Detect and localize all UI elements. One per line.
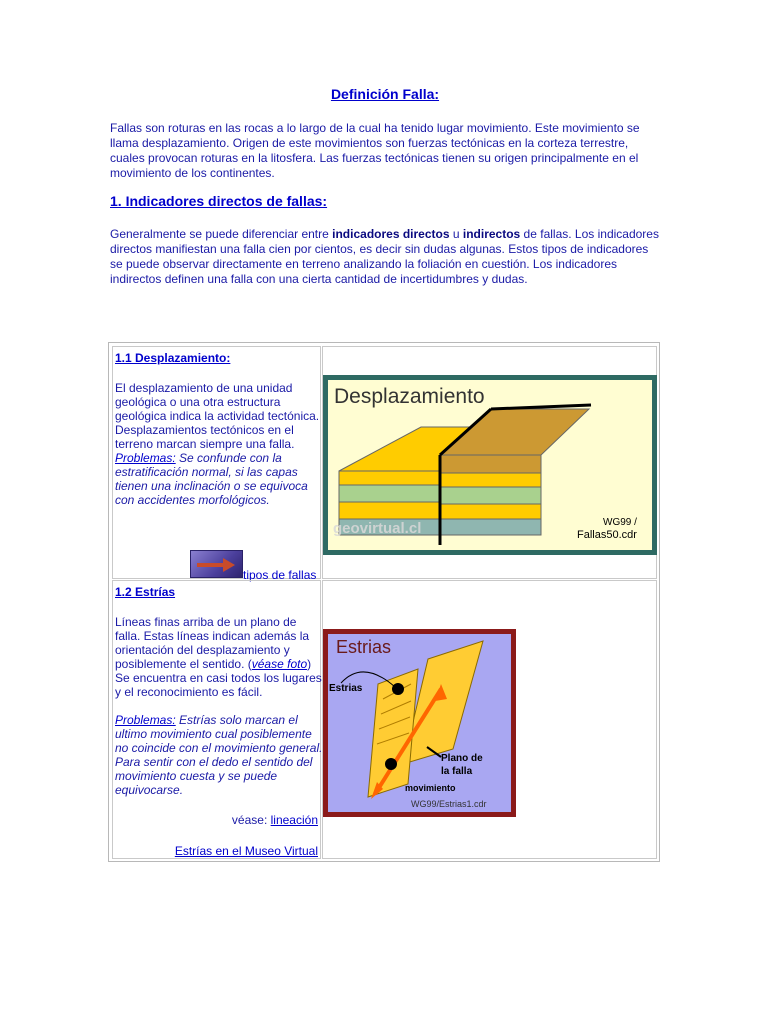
- lineacion-link[interactable]: lineación: [270, 813, 318, 827]
- vease-line: [232, 813, 318, 827]
- label-plano-1: Plano de: [441, 753, 483, 764]
- credit-line1: WG99 /: [603, 517, 637, 528]
- estrias-figure: [323, 629, 516, 817]
- problemas-label: Problemas:: [115, 451, 176, 465]
- estrias-body2: ) Se encuentra en casi todos los lugares y el reconocimiento es fácil.: [115, 657, 322, 699]
- page-title: Definición Falla:: [330, 86, 440, 102]
- problemas-label-2: Problemas:: [115, 713, 176, 727]
- estrias-figure-title: Estrias: [336, 637, 392, 657]
- intro-paragraph: Fallas son roturas en las rocas a lo largo de la cual ha tenido lugar movimiento. Este movimiento se llama desplazamiento. Origen de este movimientos son fuerzas tectónicas en la corteza terrestre, cuales provocan roturas en la litosfera. Las fuerzas tectónicas tienen su origen principalmente en el movimiento de los continentes.: [110, 121, 640, 180]
- content-table: [108, 342, 660, 862]
- museo-virtual-link[interactable]: Estrías en el Museo Virtual: [174, 844, 318, 858]
- desplazamiento-text-cell: [112, 346, 321, 582]
- estrias-credit: WG99/Estrias1.cdr: [411, 799, 487, 809]
- para-end: de fallas. Los indicadores directos manifiestan una falla cien por cientos, es decir sin dudas algunas. Estos tipos de indicadores se puede observar directamente en terreno analizando la foliación en cuestión. Los indicadores indirectos definen una falla con una cierta cantidad de incertidumbres y dudas.: [110, 227, 659, 286]
- label-movimiento: movimiento: [405, 783, 456, 793]
- tipos-de-fallas-button[interactable]: [190, 550, 243, 578]
- label-plano-2: la falla: [441, 766, 473, 777]
- problemas-text-2: Estrías solo marcan el ultimo movimiento cual posiblemente no coincide con el movimiento general. Para sentir con el dedo el sentido del movimiento cuesta y se puede equivocarse.: [115, 713, 323, 797]
- vease-foto-link[interactable]: véase foto: [251, 657, 308, 671]
- para-mid: u: [449, 227, 463, 241]
- credit-line2: Fallas50.cdr: [577, 529, 637, 541]
- problemas-text: Se confunde con la estratificación normal, si las capas tienen una inclinación o se equivoca con accidentes morfológicos.: [115, 451, 308, 507]
- section-paragraph: [110, 227, 660, 287]
- desplazamiento-text: [115, 381, 323, 507]
- desplazamiento-body: El desplazamiento de una unidad geológica o una otra estructura geológica indica la actividad tectónica. Desplazamientos tectónicos en el terreno marcan siempre una falla.: [115, 381, 320, 451]
- tipos-de-fallas-link[interactable]: tipos de fallas: [243, 568, 317, 582]
- label-estrias: Estrias: [329, 683, 363, 694]
- estrias-heading[interactable]: 1.2 Estrías: [115, 585, 176, 599]
- estrias-text: [115, 615, 323, 797]
- desplazamiento-figure: [323, 375, 657, 555]
- vease-label: véase:: [231, 813, 271, 827]
- bold-directos: indicadores directos: [332, 227, 450, 241]
- desplazamiento-figure-cell: [322, 346, 657, 579]
- arrow-right-icon: [197, 557, 237, 573]
- estrias-text-cell: [112, 580, 321, 859]
- section-heading: 1. Indicadores directos de fallas:: [110, 193, 328, 209]
- bold-indirectos: indirectos: [462, 227, 521, 241]
- para-start: Generalmente se puede diferenciar entre: [110, 227, 333, 241]
- watermark: geovirtual.cl: [333, 520, 422, 537]
- estrias-figure-cell: [322, 580, 657, 859]
- estrias-body1: Líneas finas arriba de un plano de falla. Estas líneas indican además la orientación del desplazamiento y posiblemente el sentido. (: [115, 615, 310, 671]
- desplazamiento-heading[interactable]: 1.1 Desplazamiento:: [115, 351, 231, 365]
- figure-title: Desplazamiento: [334, 385, 485, 408]
